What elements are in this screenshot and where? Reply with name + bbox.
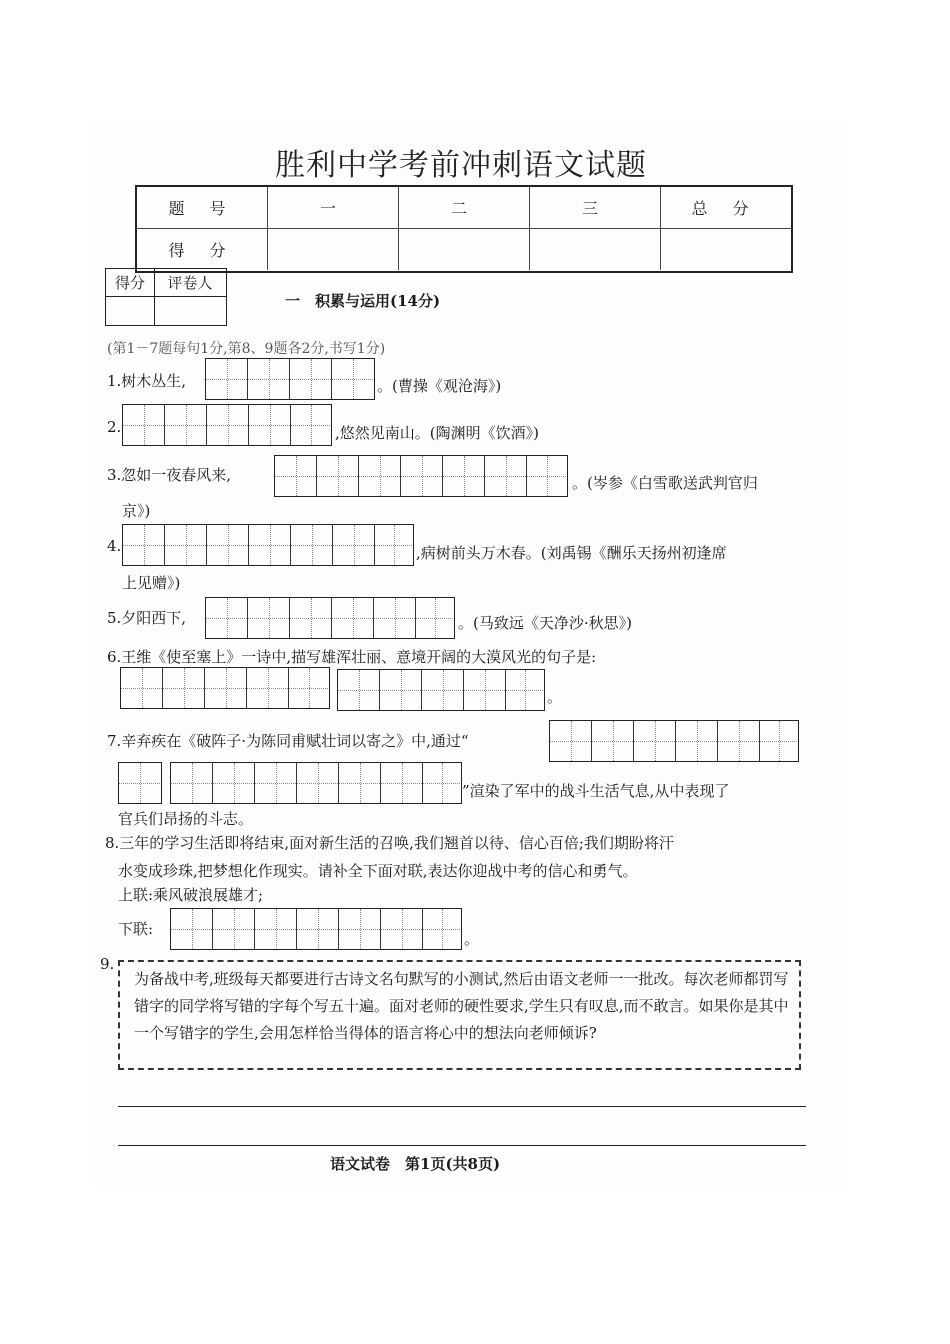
q3-source: 。(岑参《白雪歌送武判官归 <box>572 474 758 492</box>
section-title: 一 积累与运用(14分) <box>285 292 441 310</box>
q1-prompt: 1.树木丛生, <box>107 372 187 390</box>
q3-prompt: 3.忽如一夜春风来, <box>107 466 232 484</box>
q4-answer-grid[interactable] <box>122 524 414 566</box>
scoring-instruction: (第1－7题每句1分,第8、9题各2分,书写1分) <box>107 341 386 357</box>
q1-answer-grid[interactable] <box>205 358 375 400</box>
q7-answer-grid-2[interactable] <box>118 762 162 804</box>
score-header-cell: 一 <box>268 187 399 228</box>
grader-score-label: 得分 <box>114 274 145 292</box>
score-header-cell: 题 号 <box>137 187 268 228</box>
q2-answer-grid[interactable] <box>122 404 332 446</box>
score-header-cell: 总 分 <box>691 199 759 218</box>
q9-prompt-box <box>118 960 801 1070</box>
q4-source-cont: 上见赠》) <box>122 574 181 592</box>
score-table <box>135 185 793 273</box>
q5-answer-grid[interactable] <box>205 597 455 639</box>
q7-answer-grid-1[interactable] <box>549 720 799 762</box>
q2-source: ,悠然见南山。(陶渊明《饮酒》) <box>335 424 539 442</box>
q1-source: 。(曹操《观沧海》) <box>377 377 502 395</box>
exam-title: 胜利中学考前冲刺语文试题 <box>275 148 647 183</box>
score-cell[interactable] <box>530 229 661 270</box>
grader-box <box>105 268 227 326</box>
q3-answer-grid[interactable] <box>274 455 568 497</box>
q9-answer-line-1[interactable] <box>118 1106 806 1107</box>
q5-source: 。(马致远《天净沙·秋思》) <box>458 614 632 632</box>
q7-prompt: 7.辛弃疾在《破阵子·为陈同甫赋壮词以寄之》中,通过“ <box>107 732 469 750</box>
q7-prompt-end: 官兵们昂扬的斗志。 <box>118 810 254 828</box>
q8-lower-label: 下联: <box>118 920 154 938</box>
q7-prompt-cont: ”渲染了军中的战斗生活气息,从中表现了 <box>462 782 730 800</box>
q9-answer-line-2[interactable] <box>118 1145 806 1146</box>
score-table-value-row <box>137 229 791 270</box>
q8-upper-couplet: 上联:乘风破浪展雄才; <box>118 886 264 904</box>
q2-number: 2. <box>107 418 122 436</box>
score-cell[interactable] <box>268 229 399 270</box>
score-header-cell: 三 <box>530 187 661 228</box>
grader-name-label: 评卷人 <box>167 274 213 292</box>
score-table-header-row <box>137 187 791 229</box>
q8-prompt-line1: 8.三年的学习生活即将结束,面对新生活的召唤,我们翘首以待、信心百倍;我们期盼将汗 <box>105 834 674 852</box>
q9-number: 9. <box>100 955 115 973</box>
score-row-label: 得 分 <box>137 229 268 270</box>
q3-source-cont: 京》) <box>122 502 151 520</box>
q6-end-mark: 。 <box>547 688 563 706</box>
q7-answer-grid-3[interactable] <box>170 762 462 804</box>
q6-answer-grid-1[interactable] <box>120 667 330 709</box>
q6-prompt: 6.王维《使至塞上》一诗中,描写雄浑壮丽、意境开阔的大漠风光的句子是: <box>107 648 597 666</box>
score-cell[interactable] <box>399 229 530 270</box>
q8-lower-couplet-grid[interactable] <box>170 908 462 950</box>
q8-end-mark: 。 <box>464 930 480 948</box>
q8-prompt-line2: 水变成珍珠,把梦想化作现实。请补全下面对联,表达你迎战中考的信心和勇气。 <box>118 862 638 880</box>
q9-prompt-text: 为备战中考,班级每天都要进行古诗文名句默写的小测试,然后由语文老师一一批改。每次老师都罚写错字的同学将写错的字每个写五十遍。面对老师的硬性要求,学生只有叹息,而不敢言。如果你是其中一个写错字的学生,会用怎样恰当得体的语言将心中的想法向老师倾诉? <box>134 970 789 1042</box>
q6-answer-grid-2[interactable] <box>337 669 545 711</box>
total-score-cell[interactable] <box>661 229 789 270</box>
q5-prompt: 5.夕阳西下, <box>107 609 187 627</box>
page-footer: 语文试卷 第1页(共8页) <box>330 1155 501 1173</box>
q4-number: 4. <box>107 537 122 555</box>
score-header-cell: 二 <box>399 187 530 228</box>
q4-source: ,病树前头万木春。(刘禹锡《酬乐天扬州初逢席 <box>416 544 727 562</box>
